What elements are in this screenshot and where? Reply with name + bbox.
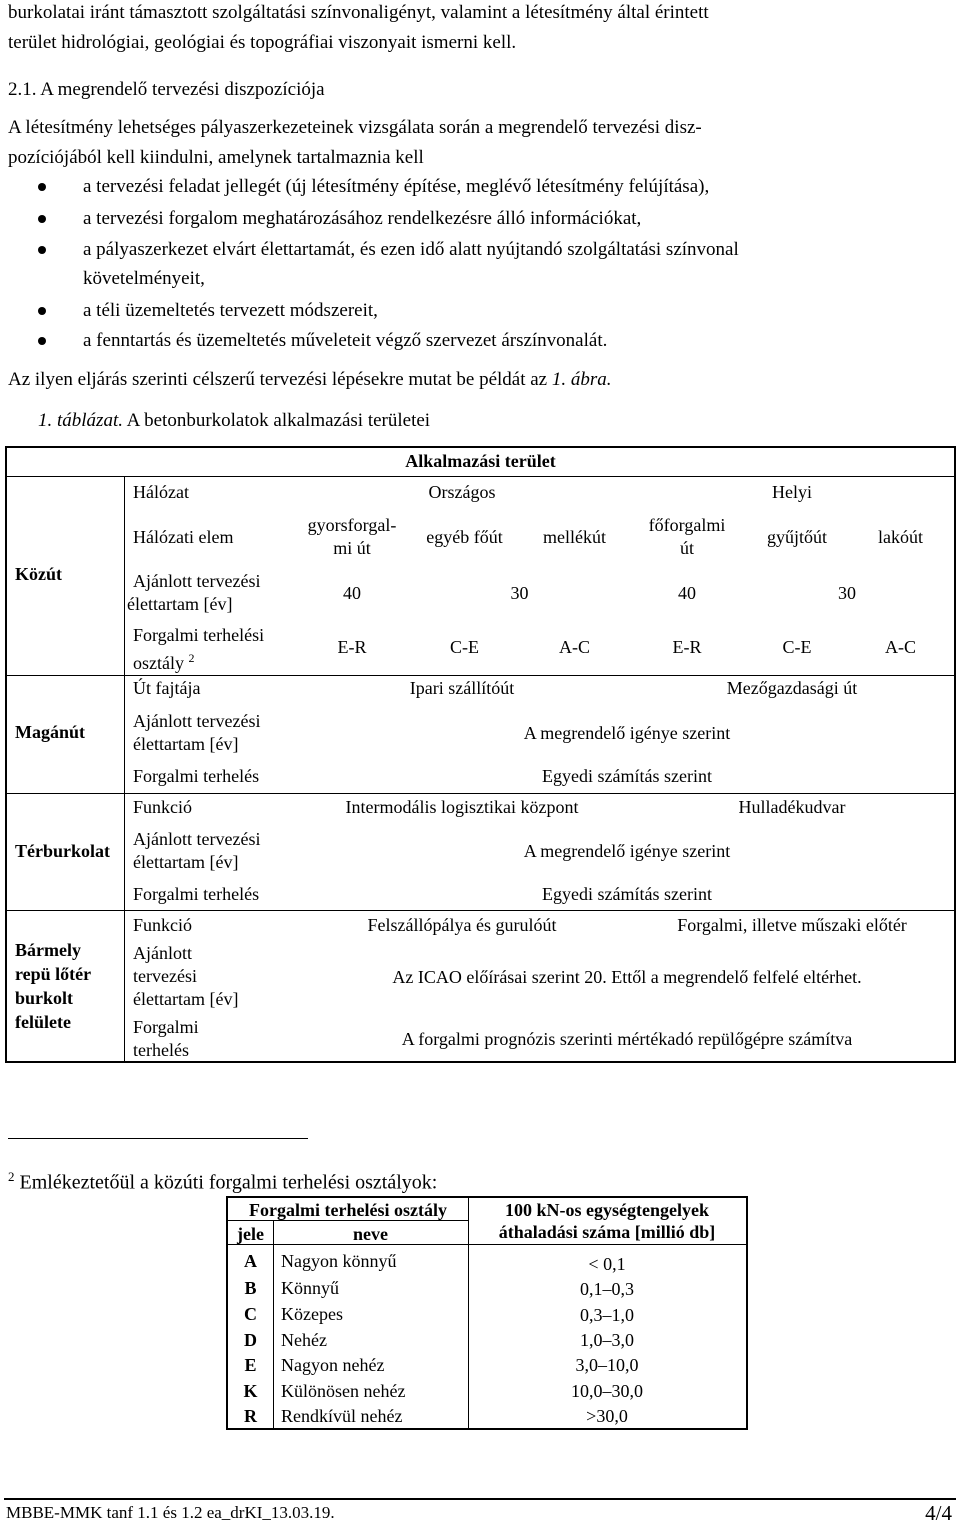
bullet-dot bbox=[38, 183, 46, 191]
label-text: élettartam [év] bbox=[133, 734, 239, 754]
row-label-ajanlott bbox=[133, 942, 238, 1011]
label-text: Ajánlott bbox=[133, 943, 192, 963]
row-label-forgalmi bbox=[133, 624, 264, 675]
section-repuloter bbox=[15, 938, 91, 1034]
label-text: élettartam [év] bbox=[133, 989, 239, 1009]
label-text: Ajánlott tervezési bbox=[133, 571, 261, 591]
application-areas-table bbox=[5, 446, 956, 1063]
elem-text: út bbox=[679, 538, 694, 558]
fn-neve: Közepes bbox=[281, 1304, 343, 1324]
row-label-ajanlott bbox=[133, 828, 260, 874]
table-caption bbox=[38, 410, 430, 432]
traffic-class: E-R bbox=[337, 637, 367, 657]
label-text: Forgalmi terhelési bbox=[133, 625, 265, 645]
elem-lakout: lakóút bbox=[878, 527, 923, 547]
fn-neve: Nehéz bbox=[281, 1330, 327, 1350]
section-maganut: Magánút bbox=[15, 722, 86, 742]
row-label-ajanlott bbox=[133, 710, 260, 756]
caption-label: 1. táblázat. bbox=[38, 410, 123, 431]
row-label-funkcio: Funkció bbox=[133, 797, 193, 817]
bullet-dot bbox=[38, 215, 46, 223]
fn-neve: Rendkívül nehéz bbox=[281, 1406, 403, 1426]
footer-rule bbox=[4, 1498, 956, 1500]
network-local: Helyi bbox=[772, 482, 812, 502]
lifetime-value: 30 bbox=[838, 583, 856, 603]
elem-gyorsforgalmi bbox=[297, 514, 407, 560]
rule bbox=[7, 476, 954, 477]
footnote-separator bbox=[8, 1138, 308, 1139]
fn-header-axle bbox=[468, 1199, 746, 1243]
label-text: élettartam [év] bbox=[127, 594, 233, 614]
fn-header-neve: neve bbox=[353, 1224, 388, 1244]
elem-text: mi út bbox=[333, 538, 371, 558]
label-text: Forgalmi bbox=[133, 1017, 199, 1037]
label-text: Ajánlott tervezési bbox=[133, 829, 261, 849]
fn-szam: 10,0–30,0 bbox=[571, 1381, 643, 1401]
table-header: Alkalmazási terület bbox=[405, 451, 556, 471]
page-number: 4/4 bbox=[925, 1501, 952, 1525]
fn-jele: A bbox=[244, 1251, 257, 1271]
traffic-load-value: Egyedi számítás szerint bbox=[542, 884, 712, 904]
header-text: 100 kN-os egységtengelyek bbox=[505, 1200, 709, 1220]
example-sentence bbox=[8, 369, 612, 391]
fn-jele: C bbox=[244, 1304, 257, 1324]
fn-header-jele: jele bbox=[237, 1224, 264, 1244]
rule bbox=[7, 910, 954, 911]
lifetime-value: 40 bbox=[343, 583, 361, 603]
elem-egyeb-fout: egyéb főút bbox=[426, 527, 503, 547]
traffic-class: A-C bbox=[559, 637, 590, 657]
row-label-funkcio: Funkció bbox=[133, 915, 193, 935]
elem-gyujtout: gyűjtőút bbox=[766, 527, 827, 547]
fn-neve: Nagyon könnyű bbox=[281, 1251, 397, 1271]
fn-szam: 0,1–0,3 bbox=[580, 1279, 634, 1299]
footer-left: MBBE-MMK tanf 1.1 és 1.2 ea_drKI_13.03.19. bbox=[6, 1503, 335, 1522]
elem-text: főforgalmi bbox=[648, 515, 726, 535]
elem-mellekut: mellékút bbox=[543, 527, 606, 547]
traffic-class: A-C bbox=[885, 637, 916, 657]
fn-jele: D bbox=[244, 1330, 257, 1350]
caption-text: A betonburkolatok alkalmazási területei bbox=[122, 410, 431, 431]
example-figure-ref[interactable]: 1. ábra. bbox=[551, 369, 612, 390]
fn-szam: 0,3–1,0 bbox=[580, 1305, 634, 1325]
rule bbox=[124, 476, 125, 1061]
lifetime-value: A megrendelő igénye szerint bbox=[523, 723, 731, 743]
fn-szam: 1,0–3,0 bbox=[580, 1330, 634, 1350]
bullet-dot bbox=[38, 307, 46, 315]
row-label-ajanlott bbox=[127, 570, 260, 616]
bullet-item: a téli üzemeltetés tervezett módszereit, bbox=[83, 300, 378, 321]
lifetime-value: Az ICAO előírásai szerint 20. Ettől a megrendelő felfelé eltérhet. bbox=[392, 967, 862, 987]
label-text: osztály bbox=[133, 653, 184, 673]
fn-neve: Könnyű bbox=[281, 1278, 339, 1298]
label-text: élettartam [év] bbox=[133, 852, 239, 872]
rule bbox=[273, 1220, 274, 1428]
row-label-forgalmi: Forgalmi terhelés bbox=[133, 766, 260, 786]
traffic-class: E-R bbox=[672, 637, 702, 657]
fn-jele: R bbox=[244, 1406, 257, 1426]
intro-line-1: burkolatai iránt támasztott szolgáltatási színvonaligényt, valamint a létesítmény által érintett bbox=[8, 2, 709, 23]
fn-header-class: Forgalmi terhelési osztály bbox=[249, 1200, 447, 1220]
section-terburkolat: Térburkolat bbox=[15, 841, 111, 861]
label-text: burkolt bbox=[15, 988, 74, 1008]
label-text: tervezési bbox=[133, 966, 197, 986]
fn-jele: B bbox=[244, 1278, 257, 1298]
fn-neve: Különösen nehéz bbox=[281, 1381, 406, 1401]
section-heading: 2.1. A megrendelő tervezési diszpozíciója bbox=[8, 79, 325, 100]
road-type-industrial: Ipari szállítóút bbox=[409, 678, 515, 698]
label-text: felülete bbox=[15, 1012, 71, 1032]
rule bbox=[7, 793, 954, 794]
row-label-ut-fajtaja: Út fajtája bbox=[133, 678, 201, 698]
footnote-ref[interactable]: 2 bbox=[188, 651, 195, 665]
rule bbox=[7, 675, 954, 676]
function-apron: Forgalmi, illetve műszaki előtér bbox=[677, 915, 907, 935]
traffic-class-table bbox=[226, 1196, 748, 1430]
bullet-item: a tervezési feladat jellegét (új létesítmény építése, meglévő létesítmény felújítása), bbox=[83, 176, 710, 197]
bullet-item: a tervezési forgalom meghatározásához rendelkezésre álló információkat, bbox=[83, 208, 642, 229]
elem-text: gyorsforgal- bbox=[307, 515, 397, 535]
section-kozut: Közút bbox=[15, 564, 62, 584]
row-label-halozati-elem: Hálózati elem bbox=[133, 527, 234, 547]
traffic-load-value: Egyedi számítás szerint bbox=[542, 766, 712, 786]
fn-jele: E bbox=[244, 1355, 257, 1375]
traffic-class: C-E bbox=[782, 637, 812, 657]
lifetime-value: A megrendelő igénye szerint bbox=[523, 841, 731, 861]
footnote-text bbox=[8, 1166, 437, 1194]
elem-foforgalmi bbox=[627, 514, 747, 560]
para-line-2: pozíciójából kell kiindulni, amelynek tartalmaznia kell bbox=[8, 147, 424, 168]
para-line-1: A létesítmény lehetséges pályaszerkezeteinek vizsgálata során a megrendelő tervezési disz- bbox=[8, 117, 702, 138]
row-label-halozat: Hálózat bbox=[133, 482, 189, 502]
bullet-dot bbox=[38, 246, 46, 254]
bullet-dot bbox=[38, 337, 46, 345]
footnote-marker: 2 bbox=[8, 1169, 15, 1184]
traffic-load-value: A forgalmi prognózis szerinti mértékadó repülőgépre számítva bbox=[401, 1029, 853, 1049]
function-intermodal: Intermodális logisztikai központ bbox=[345, 797, 579, 817]
bullet-item: a fenntartás és üzemeltetés műveleteit végző szervezet árszínvonalát. bbox=[83, 330, 608, 351]
row-label-forgalmi: Forgalmi terhelés bbox=[133, 884, 260, 904]
example-text: Az ilyen eljárás szerinti célszerű tervezési lépésekre mutat be példát az bbox=[8, 369, 552, 390]
fn-szam: 3,0–10,0 bbox=[575, 1355, 639, 1375]
network-national: Országos bbox=[428, 482, 496, 502]
lifetime-value: 40 bbox=[678, 583, 696, 603]
header-text: áthaladási száma [millió db] bbox=[498, 1222, 716, 1242]
label-text: Bármely bbox=[15, 940, 81, 960]
fn-jele: K bbox=[243, 1381, 258, 1401]
bullet-item: a pályaszerkezet elvárt élettartamát, és ezen idő alatt nyújtandó szolgáltatási színvonal bbox=[83, 239, 739, 260]
intro-line-2: terület hidrológiai, geológiai és topográfiai viszonyait ismerni kell. bbox=[8, 32, 517, 53]
function-runway: Felszállópálya és gurulóút bbox=[367, 915, 557, 935]
lifetime-value: 30 bbox=[510, 583, 529, 603]
function-waste-yard: Hulladékudvar bbox=[738, 797, 846, 817]
row-label-forgalmi bbox=[133, 1016, 199, 1062]
footnote-caption: Emlékeztetőül a közúti forgalmi terhelési osztályok: bbox=[14, 1171, 438, 1194]
bullet-item-continuation: követelményeit, bbox=[83, 268, 205, 289]
label-text: repü lőtér bbox=[15, 964, 92, 984]
label-text: terhelés bbox=[133, 1040, 189, 1060]
label-text: Ajánlott tervezési bbox=[133, 711, 261, 731]
fn-neve: Nagyon nehéz bbox=[281, 1355, 385, 1375]
fn-szam: >30,0 bbox=[586, 1406, 628, 1426]
fn-szam: < 0,1 bbox=[588, 1254, 626, 1274]
road-type-agricultural: Mezőgazdasági út bbox=[726, 678, 858, 698]
traffic-class: C-E bbox=[450, 637, 479, 657]
